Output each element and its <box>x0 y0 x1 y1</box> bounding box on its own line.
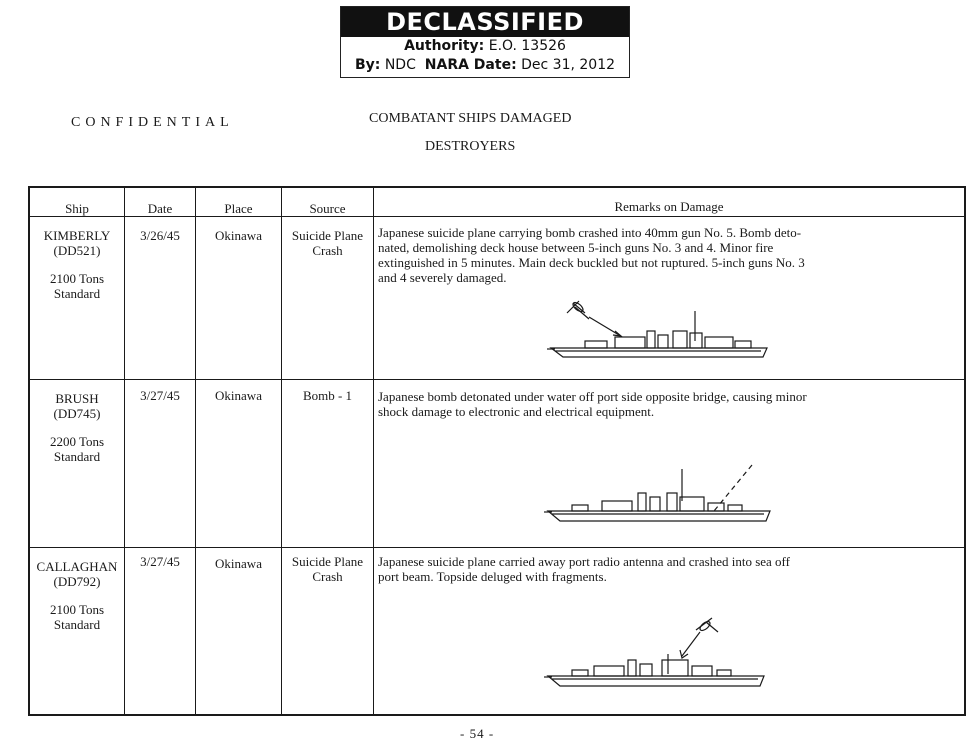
stamp-nara-label: NARA Date: <box>424 57 517 73</box>
ship-name: CALLAGHAN <box>36 559 118 574</box>
page-number: - 54 - <box>460 726 495 741</box>
ship-tonnage-class: Standard <box>53 286 101 301</box>
place-cell: Okinawa <box>215 388 262 403</box>
remark-line: extinguished in 5 minutes. Main deck buckled but not ruptured. 5-inch guns No. 3 <box>378 255 805 270</box>
declassified-stamp <box>340 6 630 78</box>
ship-hull-number: (DD745) <box>53 406 101 421</box>
column-divider <box>373 188 374 714</box>
column-header-remarks: Remarks on Damage <box>614 199 724 214</box>
remark-line: Japanese bomb detonated under water off port side opposite bridge, causing minor <box>378 389 807 404</box>
ship-cell <box>30 228 124 301</box>
remark-line: Japanese suicide plane carrying bomb crashed into 40mm gun No. 5. Bomb deto- <box>378 225 802 240</box>
stamp-authority-label: Authority: <box>404 38 485 54</box>
place-cell: Okinawa <box>215 228 262 243</box>
stamp-heading: DECLASSIFIED <box>341 7 629 37</box>
stamp-by-value: NDC <box>384 57 416 73</box>
ship-tonnage: 2100 Tons <box>49 271 105 286</box>
column-header-ship: Ship <box>65 201 89 216</box>
column-header-date: Date <box>147 201 173 216</box>
source-cell <box>282 554 373 584</box>
destroyer-sketch-callaghan <box>542 616 777 696</box>
source-line: Suicide Plane <box>291 554 364 569</box>
page-title: COMBATANT SHIPS DAMAGED <box>369 111 572 126</box>
column-divider <box>281 188 282 714</box>
remark-line: port beam. Topside deluged with fragments. <box>378 569 607 584</box>
stamp-by-label: By: <box>354 57 381 73</box>
date-cell: 3/26/45 <box>140 228 180 243</box>
place-cell: Okinawa <box>215 556 262 571</box>
ship-tonnage: 2200 Tons <box>49 434 105 449</box>
source-line: Suicide Plane <box>291 228 364 243</box>
ship-tonnage-class: Standard <box>53 449 101 464</box>
stamp-authority-line <box>341 37 629 56</box>
column-header-source: Source <box>309 201 346 216</box>
source-cell <box>282 388 373 403</box>
ship-name: KIMBERLY <box>43 228 111 243</box>
page-subtitle: DESTROYERS <box>425 139 516 154</box>
remark-line: nated, demolishing deck house between 5-inch guns No. 3 and 4. Minor fire <box>378 240 774 255</box>
ship-hull-number: (DD521) <box>53 243 101 258</box>
remarks-cell <box>378 554 963 584</box>
date-cell: 3/27/45 <box>140 388 180 403</box>
classification-label: CONFIDENTIAL <box>71 115 234 130</box>
column-divider <box>124 188 125 714</box>
stamp-authority-value: E.O. 13526 <box>488 38 566 54</box>
column-divider <box>195 188 196 714</box>
source-line: Crash <box>312 569 343 584</box>
source-line: Bomb - 1 <box>302 388 353 403</box>
source-cell <box>282 228 373 258</box>
row-divider <box>30 379 964 380</box>
row-divider <box>30 547 964 548</box>
date-cell: 3/27/45 <box>140 554 180 569</box>
ship-hull-number: (DD792) <box>53 574 101 589</box>
ship-cell <box>30 559 124 632</box>
damage-table <box>28 186 966 716</box>
remarks-cell <box>378 225 963 285</box>
remark-line: and 4 severely damaged. <box>378 270 507 285</box>
stamp-nara-value: Dec 31, 2012 <box>521 57 616 73</box>
ship-name: BRUSH <box>55 391 99 406</box>
destroyer-sketch-brush <box>542 463 782 533</box>
remark-line: shock damage to electronic and electrical equipment. <box>378 404 655 419</box>
destroyer-sketch-kimberly <box>545 293 775 365</box>
stamp-by-line <box>341 56 629 75</box>
column-header-place: Place <box>224 201 253 216</box>
remarks-cell <box>378 389 963 419</box>
ship-tonnage-class: Standard <box>53 617 101 632</box>
ship-cell <box>30 391 124 464</box>
remark-line: Japanese suicide plane carried away port radio antenna and crashed into sea off <box>378 554 790 569</box>
source-line: Crash <box>312 243 343 258</box>
ship-tonnage: 2100 Tons <box>49 602 105 617</box>
